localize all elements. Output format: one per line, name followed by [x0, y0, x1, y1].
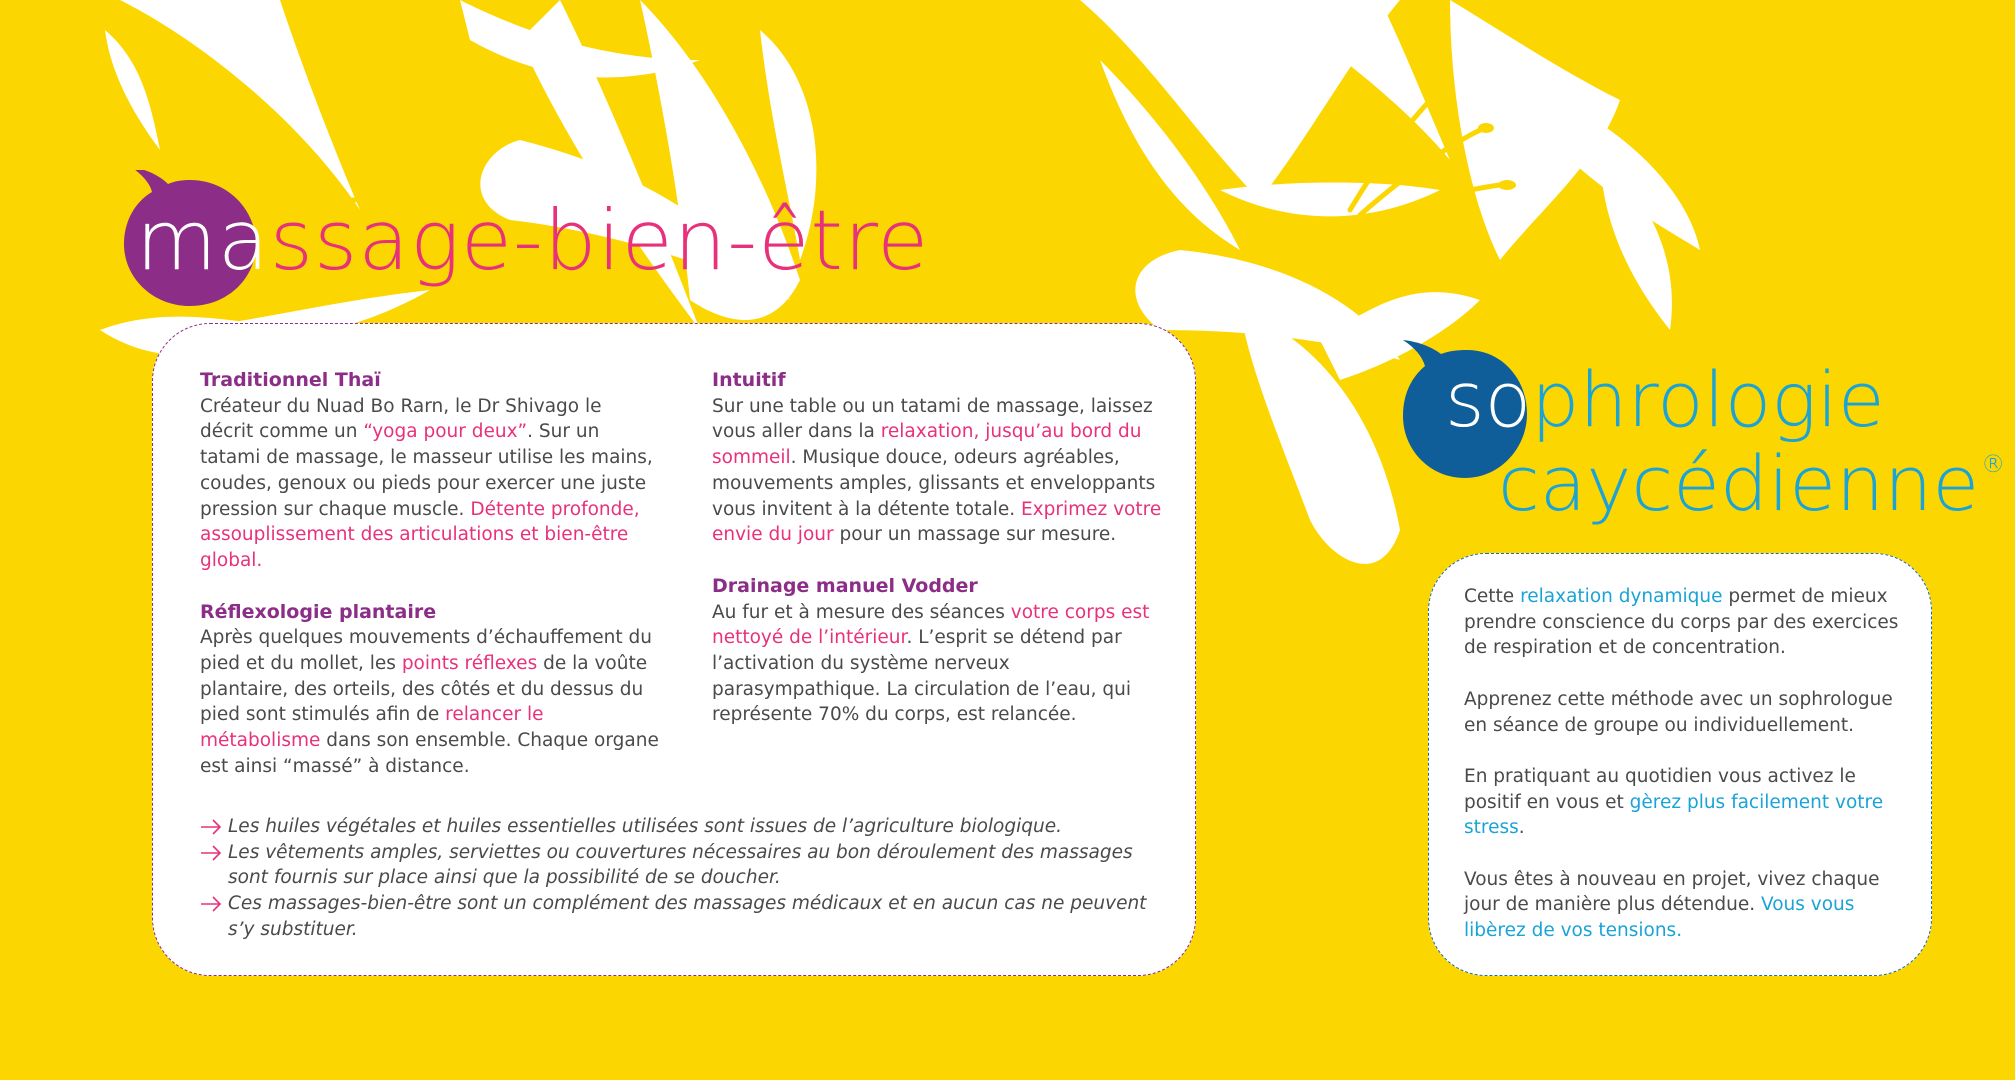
paragraph: Cette relaxation dynamique permet de mieux prendre conscience du corps par des exercices de respiration et de concentration.	[1464, 586, 1899, 659]
note-item: Les vêtements amples, serviettes ou couvertures nécessaires au bon déroulement des massages sont fournis sur place ainsi que la possibilité de se doucher.	[200, 840, 1160, 891]
massage-title	[136, 186, 929, 296]
section-drainage-vodder	[712, 574, 1172, 728]
section-title: Traditionnel Thaï	[200, 369, 381, 391]
massage-right-column	[712, 368, 1172, 754]
section-traditionnel-thai	[200, 368, 660, 574]
section-title: Intuitif	[712, 369, 786, 391]
paragraph: En pratiquant au quotidien vous activez le positif en vous et gèrez plus facilement votre stress.	[1464, 765, 1884, 839]
arrow-right-icon	[200, 896, 222, 912]
section-body: Créateur du Nuad Bo Rarn, le Dr Shivago le décrit comme un “yoga pour deux”. Sur un tatami de massage, le masseur utilise les mains, coudes, genoux ou pieds pour exercer une juste pression sur chaque muscle. Détente profonde, assouplissement des articulations et bien-être global.	[200, 395, 653, 571]
massage-panel	[152, 323, 1196, 976]
massage-notes-list	[200, 814, 1160, 943]
section-body: Après quelques mouvements d’échauffement du pied et du mollet, les points réflexes de la voûte plantaire, des orteils, des côtés et du dessus du pied sont stimulés afin de relancer le métabolisme dans son ensemble. Chaque organe est ainsi “massé” à distance.	[200, 627, 659, 777]
massage-left-column	[200, 368, 660, 806]
section-title: Drainage manuel Vodder	[712, 574, 978, 597]
note-item: Les huiles végétales et huiles essentielles utilisées sont issues de l’agriculture biologique.	[200, 814, 1160, 840]
sophrologie-text	[1464, 584, 1914, 969]
sophrologie-title-line1: sophrologie	[1445, 355, 1885, 444]
arrow-right-icon	[200, 819, 222, 835]
paragraph: Vous êtes à nouveau en projet, vivez chaque jour de manière plus détendue. Vous vous libèrez de vos tensions.	[1464, 868, 1880, 942]
sophrologie-panel	[1428, 553, 1932, 976]
note-item: Ces massages-bien-être sont un complément des massages médicaux et en aucun cas ne peuvent s’y substituer.	[200, 891, 1160, 942]
section-title: Réflexologie plantaire	[200, 600, 437, 623]
registered-mark: ®	[1981, 450, 2006, 478]
massage-title-blob-part: ma	[136, 192, 270, 289]
sophrologie-title-line2: caycédienne®	[1498, 439, 2006, 528]
section-intuitif	[712, 368, 1172, 548]
section-body: Au fur et à mesure des séances votre corps est nettoyé de l’intérieur. L’esprit se détend par l’activation du système nerveux parasympathique. La circulation de l’eau, qui représente 70% du corps, est relancée.	[712, 601, 1150, 726]
section-body: Sur une table ou un tatami de massage, laissez vous aller dans la relaxation, jusqu’au bord du sommeil. Musique douce, odeurs agréables, mouvements amples, glissants et enveloppants vous invitent à la détente totale. Exprimez votre envie du jour pour un massage sur mesure.	[712, 395, 1162, 546]
massage-title-rest: ssage-bien-être	[269, 192, 930, 289]
section-reflexologie-plantaire	[200, 600, 660, 780]
arrow-right-icon	[200, 845, 222, 861]
sophro-title-blob-part: so	[1445, 355, 1532, 444]
paragraph: Apprenez cette méthode avec un sophrologue en séance de groupe ou individuellement.	[1464, 688, 1893, 736]
